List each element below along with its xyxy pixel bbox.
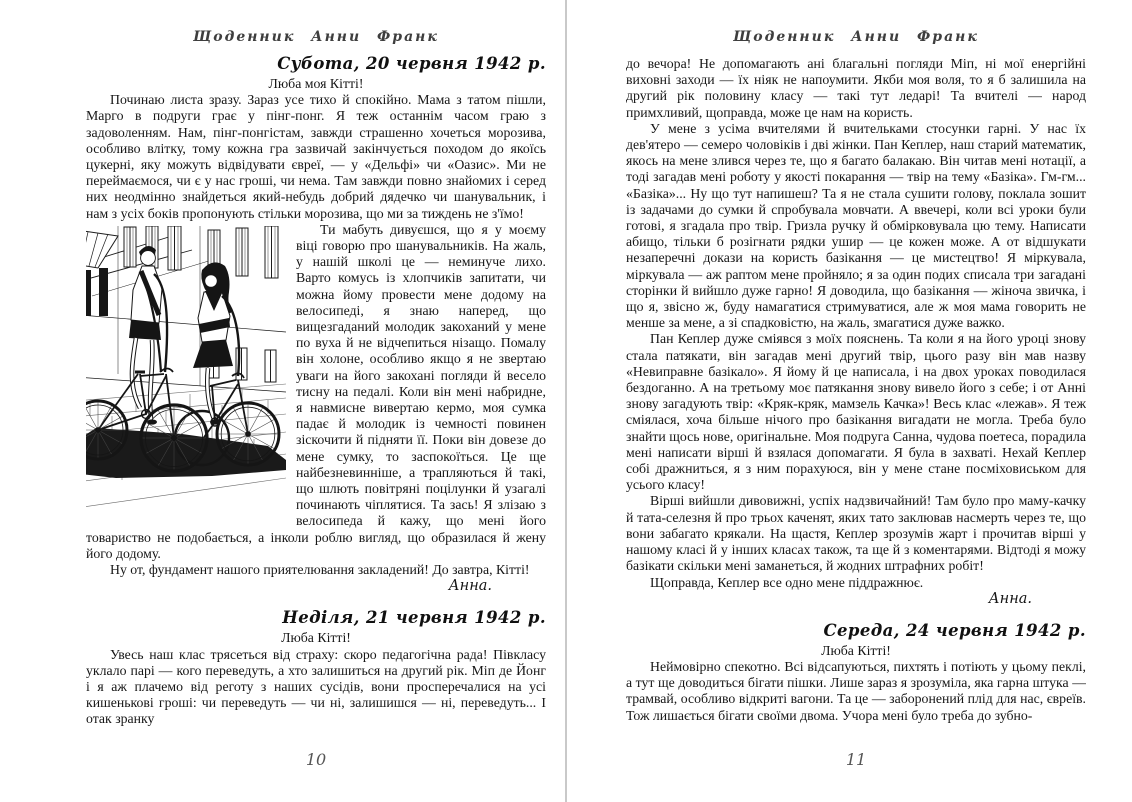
paragraph: Увесь наш клас трясеться від страху: скоро педагогічна рада! Півкласу уклало парі — кого переведуть, а хто залишиться на другий рік. Міп де Йонг і я аж плачемо від реготу з наших сусідів, вони просперечалися на усі кишенькові гроші: чи переведуть — чи ні, залишишся — ні, переведуть... І отак зранку xyxy=(86,646,546,727)
signature: Анна. xyxy=(448,578,492,595)
paragraph: до вечора! Не допомагають ані благальні погляди Міп, ні мої енергійні виховні заходи — їх ніяк не напоумити. Якби моя воля, то я б залишила на другий рік половину класу — такі тут ледарі! Та вчителі — народ примхливий, щоправда, може це нам на користь. xyxy=(626,56,1086,120)
entry-date: Неділя, 21 червня 1942 р. xyxy=(282,608,546,628)
street-cycling-illustration xyxy=(86,226,286,516)
page-number-left: 10 xyxy=(305,750,327,769)
paragraph: Ти мабуть дивуєшся, що я у моєму віці говорю про шанувальників. На жаль, у нашій школі це — неминуче лихо. Варто комусь із хлопчиків запитати, чи можна йому провести мене додому на велосипеді, я знаю наперед, що вищезгаданий молодик закоханий у мене по вуха й не відчепиться нізащо. Помалу він холоне, особливо якщо я не звертаю уваги на його закохані погляди й весело тисну на педалі. Коли він мені набридне, я навмисне вивертаю кермо, моя сумка падає й молодик із чемності повинен зіскочити й підняти її. Поки він довезе до мене сумку, то заспокоїться. Це ще найбезневинніше, а трапляються й такі, що шлють повітряні поцілунки й узагалі починають чіплятися. Та зась! Я злізаю з велосипеда й кажу, що мені його товариство не подобається, а інколи роблю вигляд, що образилася й жену його додому. xyxy=(86,221,546,561)
page-number-right: 11 xyxy=(845,750,867,769)
entry-date: Субота, 20 червня 1942 р. xyxy=(277,54,546,73)
entry-date: Середа, 24 червня 1942 р. xyxy=(823,620,1086,640)
paragraph: Щоправда, Кеплер все одно мене піддражнює. xyxy=(650,574,924,590)
paragraph: Починаю листа зразу. Зараз усе тихо й спокійно. Мама з татом пішли, Марго в подруги грає у пінг-понг. Я теж останнім часом граю з задоволенням. Нам, пінг-понгістам, завжди страшенно хочеться морозива, особливо влітку, тому кожна гра зазвичай закінчується походом до якоїсь цукерні, яку можуть відвідувати євреї, — у «Дельфі» чи «Оазис». Ми не переймаємося, чи є у нас гроші, чи нема. Там завжди повно знайомих і серед них неодмінно знайдеться який-небудь добрий дядечко чи шанувальник, і нам з усіх боків пропонують стільки морозива, що ми за тиждень не з'їмо! xyxy=(86,92,546,221)
page-spine-divider xyxy=(565,0,567,802)
paragraph: У мене з усіма вчителями й вчительками стосунки гарні. У нас їх дев'ятеро — семеро чоловіків і дві жінки. Пан Кеплер, наш старий математик, якось на мене злився через те, що я багато балакаю. Він читав мені нотації, а тоді загадав мені роботу у якості покарання — твір на тему «Базіка». Гм-гм... «Базіка»... Ну що тут напишеш? Та я не стала сушити голову, поклала зошит із задачами до сумки й спробувала мовчати. А ввечері, коли всі уроки були готові, я згадала про твір. Гризла ручку й обмірковувала цю тему. Написати абищо, тільки б розігнати рядки ушир — це кожен може. А от відшукати незаперечні докази на користь базікання — це мистецтво! Я міркувала, міркувала — аж раптом мене пройняло; я за один подих списала три загадані сторінки й вийшло дуже гарно! Я доводила, що базікання — жіноча звичка, і що я, звісно ж, буду намагатися стримуватися, але ж моя мама говорить не менше за мене, а зі спадковістю, на жаль, змагатися дуже важко. xyxy=(626,120,1086,331)
running-header: Щоденник Анни Франк xyxy=(733,29,979,45)
page-left xyxy=(86,0,546,802)
paragraph: Неймовірно спекотно. Всі відсапуються, пихтять і потіють у цьому пеклі, а тут ще доводиться бігати пішки. Лише зараз я зрозуміла, яка гарна штука — трамвай, особливо відкриті вагони. Та це — заборонений плід для нас, євреїв. Тож лишається бігати своїми двома. Учора мені було треба до зубно- xyxy=(626,658,1086,723)
page-right xyxy=(626,0,1086,802)
paragraph: Пан Кеплер дуже сміявся з моїх пояснень. Та коли я на його уроці знову стала патякати, він загадав мені другий твір, цього разу він мав назву «Невиправне базікало». Я йому й це написала, і на двох уроках поводилася бездоганно. А на третьому моє патякання знову вивело його з себе; і от Анні знову загадують твір: «Кряк-кряк, мамзель Качка»! Весь клас «лежав». Я теж сміялася, хоча більше нічого про базікання вигадати не могла. Треба було знайти щось нове, оригінальне. Моя подруга Санна, чудова поетеса, порадила мені написати вірші й взялася допомагати. Я була в захваті. Нехай Кеплер собі дражниться, я з ним порахуюся, він у мене стане посміховиськом для усього класу! xyxy=(626,331,1086,493)
paragraph: Вірші вийшли дивовижні, успіх надзвичайний! Там було про маму-качку й тата-селезня й про трьох каченят, яких тато заклював насмерть через те, що вони забагато крякали. На щастя, Кеплер зрозумів жарт і прочитав вірші у нашому класі й у інших класах також, та ще й з коментарями. Відтоді я можу базікати скільки мені заманеться, й жодних штрафних робіт! xyxy=(626,493,1086,574)
paragraph: Ну от, фундамент нашого приятелювання закладений! До завтра, Кітті! xyxy=(110,562,530,578)
salutation: Люба Кітті! xyxy=(821,642,891,658)
salutation: Люба Кітті! xyxy=(281,630,351,646)
bicycle-scene-drawing xyxy=(86,226,286,516)
running-header: Щоденник Анни Франк xyxy=(193,29,439,45)
salutation: Люба моя Кітті! xyxy=(268,76,364,91)
signature: Анна. xyxy=(988,590,1032,607)
